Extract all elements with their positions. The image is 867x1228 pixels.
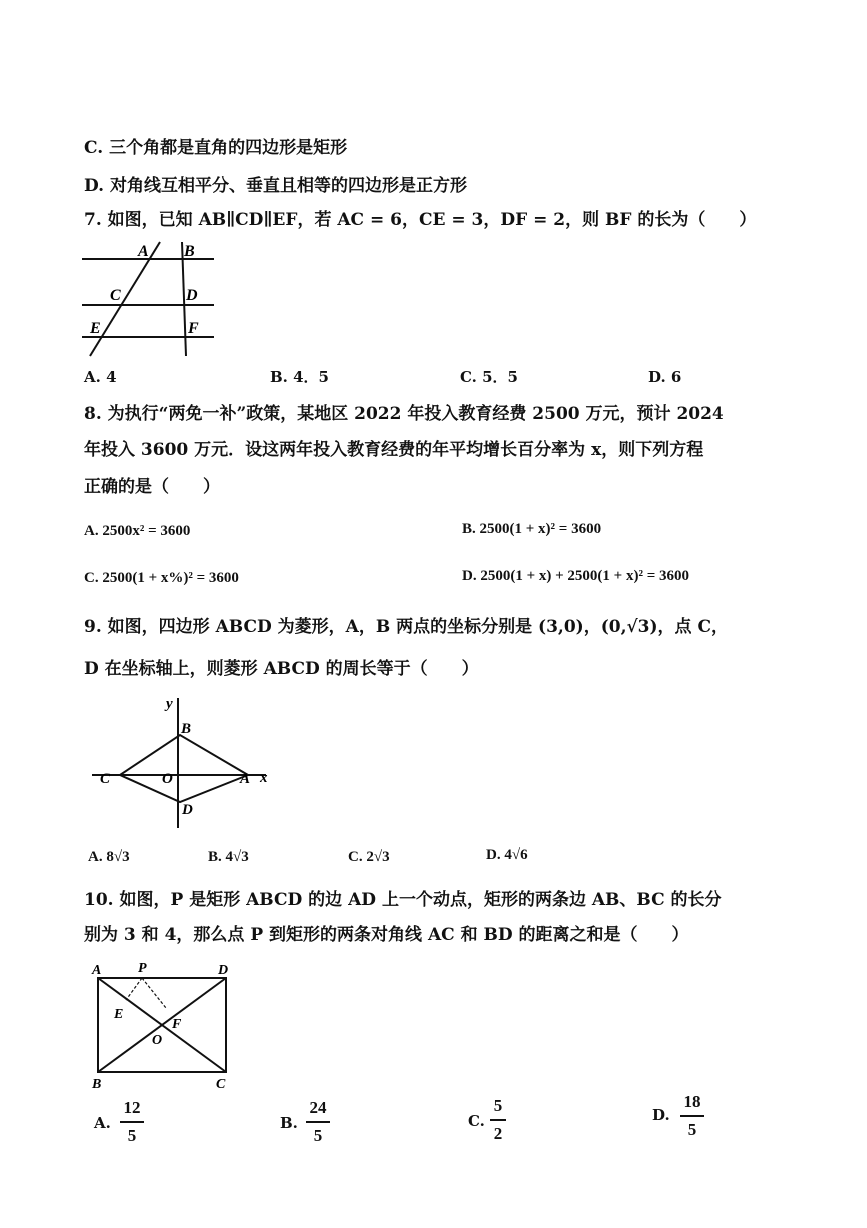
q7-parallel-lines-figure (78, 240, 223, 360)
q8-stem-line1: 8. 为执行“两免一补”政策，某地区 2022 年投入教育经费 2500 万元，预计 2024 (84, 404, 724, 424)
q6-option-c: C. 三个角都是直角的四边形是矩形 (84, 138, 348, 158)
q9-label-b: B (181, 721, 192, 737)
q9-stem-line1: 9. 如图，四边形 ABCD 为菱形，A，B 两点的坐标分别是 (3,0)，(0,√3)，点 C， (84, 617, 728, 637)
q7-label-e: E (90, 320, 101, 337)
q8-option-d: D. 2500(1 + x) + 2500(1 + x)² = 3600 (462, 568, 689, 584)
q10-option-d-letter: D. (652, 1106, 670, 1124)
q10-rectangle-figure (86, 958, 246, 1092)
q10-option-a-fraction (120, 1098, 144, 1146)
q9-label-d: D (182, 802, 193, 818)
q10-label-c: C (216, 1077, 226, 1092)
q9-label-y: y (166, 696, 173, 712)
q7-label-d: D (186, 287, 198, 304)
q7-option-b: B. 4．5 (270, 368, 329, 386)
fraction-bar (490, 1119, 506, 1121)
q8-option-c: C. 2500(1 + x%)² = 3600 (84, 570, 239, 586)
fraction-bar (680, 1115, 704, 1117)
q9-label-c: C (100, 771, 111, 787)
q9-stem-line2: D 在坐标轴上，则菱形 ABCD 的周长等于（ ） (84, 659, 479, 679)
q8-option-a: A. 2500x² = 3600 (84, 523, 191, 539)
q10-option-a-numerator: 12 (123, 1098, 141, 1117)
fraction-bar (306, 1121, 330, 1123)
q7-option-d: D. 6 (648, 368, 682, 386)
q9-label-o: O (162, 771, 173, 787)
q8-stem-line2: 年投入 3600 万元．设这两年投入教育经费的年平均增长百分率为 x，则下列方程 (84, 440, 704, 460)
q9-label-x: x (260, 770, 268, 786)
q9-option-c: C. 2√3 (348, 849, 390, 865)
q10-option-c-letter: C. (468, 1112, 485, 1130)
q10-label-b: B (92, 1077, 102, 1092)
q9-option-d: D. 4√6 (486, 847, 528, 863)
q7-label-c: C (110, 287, 121, 304)
q10-stem-line1: 10. 如图，P 是矩形 ABCD 的边 AD 上一个动点，矩形的两条边 AB、BC 的长分 (84, 890, 722, 910)
q9-label-a: A (240, 771, 251, 787)
q7-label-b: B (184, 243, 195, 260)
q7-label-a: A (138, 243, 149, 260)
q7-stem: 7. 如图，已知 AB∥CD∥EF，若 AC = 6，CE = 3，DF = 2，则 BF 的长为（ ） (84, 210, 757, 230)
q10-label-e: E (114, 1007, 124, 1022)
q10-option-b-numerator: 24 (309, 1098, 327, 1117)
q10-option-c-fraction (490, 1096, 506, 1144)
q10-option-c-numerator: 5 (493, 1096, 503, 1115)
q7-option-c: C. 5．5 (460, 368, 518, 386)
q10-label-a: A (92, 963, 102, 978)
q9-option-b: B. 4√3 (208, 849, 249, 865)
q10-option-a-denominator: 5 (127, 1125, 137, 1145)
q10-option-d-denominator: 5 (687, 1119, 697, 1139)
fraction-bar (120, 1121, 144, 1123)
q10-option-c-denominator: 2 (493, 1123, 503, 1143)
q10-label-p: P (138, 961, 147, 976)
q7-option-a: A. 4 (84, 368, 117, 386)
q10-option-b-letter: B. (280, 1114, 298, 1132)
q10-stem-line2: 别为 3 和 4，那么点 P 到矩形的两条对角线 AC 和 BD 的距离之和是（ ） (84, 925, 689, 945)
q6-option-d: D. 对角线互相平分、垂直且相等的四边形是正方形 (84, 176, 467, 196)
q10-label-o: O (152, 1033, 163, 1048)
q10-option-d-numerator: 18 (683, 1092, 701, 1111)
q8-stem-line3: 正确的是（ ） (84, 477, 220, 497)
q9-option-a: A. 8√3 (88, 849, 130, 865)
q10-option-a-letter: A. (94, 1114, 111, 1132)
q10-label-f: F (172, 1017, 182, 1032)
q10-option-b-denominator: 5 (313, 1125, 323, 1145)
q10-option-d-fraction (680, 1092, 704, 1140)
q9-rhombus-figure (88, 690, 288, 835)
q10-option-b-fraction (306, 1098, 330, 1146)
q8-option-b: B. 2500(1 + x)² = 3600 (462, 521, 602, 537)
q7-label-f: F (188, 320, 199, 337)
q10-label-d: D (218, 963, 229, 978)
